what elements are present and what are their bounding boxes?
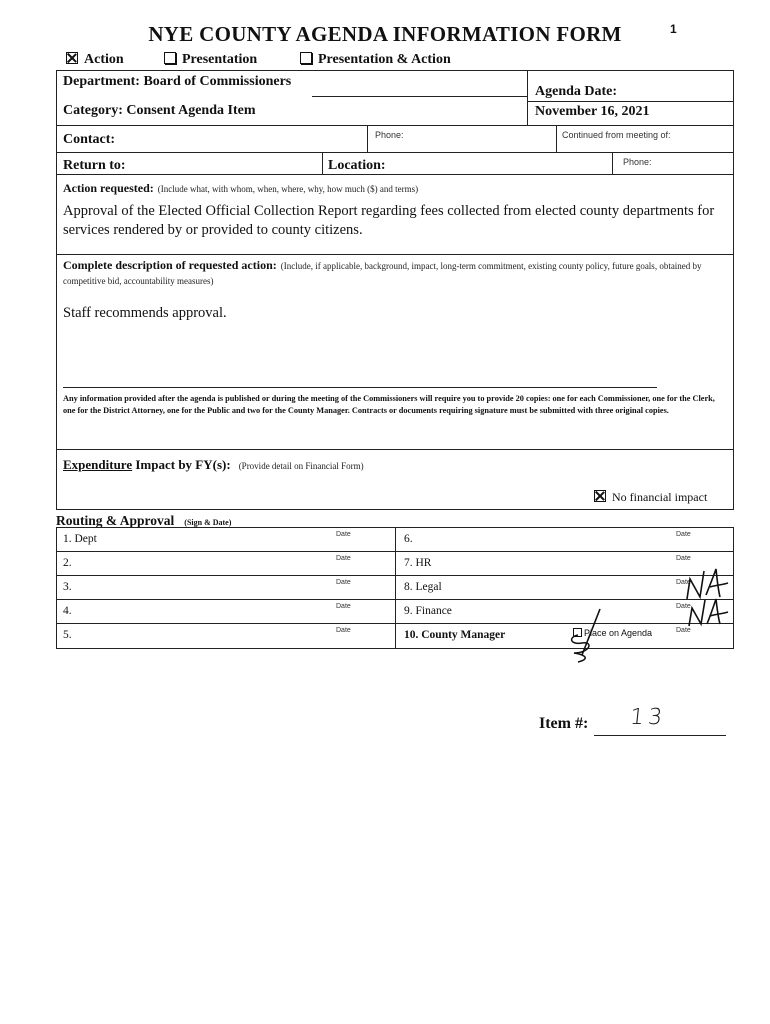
place-on-agenda-option[interactable]: Place on Agenda [573, 628, 652, 638]
phone-label-2: Phone: [623, 157, 652, 167]
route-3: 3. [63, 581, 72, 593]
finance-signature-na [686, 596, 732, 628]
continued-label: Continued from meeting of: [562, 130, 671, 140]
action-requested-label: Action requested: [63, 181, 154, 195]
date-label: Date [676, 603, 691, 610]
agenda-date-label: Agenda Date: [535, 84, 618, 99]
page-number: 1 [670, 22, 677, 36]
county-manager-signature [560, 605, 620, 665]
divider [56, 599, 734, 600]
date-label: Date [676, 531, 691, 538]
route-dept: 1. Dept [63, 533, 97, 545]
divider [63, 387, 657, 388]
route-6: 6. [404, 533, 413, 545]
date-label: Date [676, 555, 691, 562]
date-label: Date [336, 603, 351, 610]
description-hint: (Include, if applicable, background, impact, long-term commitment, existing county policy, future goals, obtained by competitive bid, accountability measures) [63, 261, 702, 286]
expenditure-hint: (Provide detail on Financial Form) [238, 461, 364, 471]
divider [56, 174, 734, 175]
action-checkbox-checked-icon[interactable] [66, 52, 78, 64]
route-4: 4. [63, 605, 72, 617]
contact-label: Contact: [63, 132, 116, 147]
presentation-action-checkbox-icon[interactable] [300, 52, 312, 64]
expenditure-header [63, 456, 364, 474]
item-number-label: Item #: [539, 715, 589, 732]
copies-notice: Any information provided after the agenda is published or during the meeting of the Commissioners will require you to provide 20 copies: one for each Commissioner, one for the Clerk, one for the District Attorney, one for the Public and two for the County Manager. Contracts or documents requiring signature must be submitted with three original copies. [63, 394, 715, 415]
phone-label: Phone: [375, 130, 404, 140]
divider [312, 96, 527, 97]
route-5: 5. [63, 629, 72, 641]
return-to-label: Return to: [63, 158, 126, 173]
date-label: Date [676, 627, 691, 634]
route-finance: 9. Finance [404, 605, 452, 617]
divider [322, 152, 323, 174]
route-county-manager: 10. County Manager [404, 629, 506, 641]
action-requested-header [63, 179, 418, 197]
divider [527, 70, 528, 126]
expenditure-label-rest: Impact by FY(s): [132, 457, 231, 472]
option-presentation-action[interactable]: Presentation & Action [300, 52, 451, 68]
divider [556, 125, 557, 152]
agenda-date-value: November 16, 2021 [535, 104, 650, 119]
action-requested-hint: (Include what, with whom, when, where, why, how much ($) and terms) [157, 184, 419, 194]
description-text: Staff recommends approval. [63, 305, 227, 321]
item-number-value: 13 [628, 705, 668, 730]
presentation-checkbox-icon[interactable] [164, 52, 176, 64]
option-presentation[interactable]: Presentation [164, 52, 257, 68]
date-label: Date [336, 555, 351, 562]
routing-title: Routing & Approval [56, 513, 175, 528]
divider [56, 623, 734, 624]
category-field: Category: Consent Agenda Item [63, 103, 256, 118]
divider [56, 575, 734, 576]
divider [395, 527, 396, 649]
description-header [63, 258, 727, 288]
route-2: 2. [63, 557, 72, 569]
route-legal: 8. Legal [404, 581, 442, 593]
divider [56, 551, 734, 552]
routing-subtitle: (Sign & Date) [184, 518, 232, 527]
date-label: Date [336, 579, 351, 586]
divider [612, 152, 613, 174]
divider [56, 125, 734, 126]
department-field: Department: Board of Commissioners [63, 74, 292, 89]
divider [56, 449, 734, 450]
date-label: Date [336, 531, 351, 538]
form-title: NYE COUNTY AGENDA INFORMATION FORM [148, 22, 622, 46]
item-number-line [594, 735, 726, 736]
no-financial-impact-option[interactable]: No financial impact [594, 490, 707, 505]
description-label: Complete description of requested action: [63, 258, 277, 272]
route-hr: 7. HR [404, 557, 432, 569]
divider [56, 152, 734, 153]
option-action[interactable]: Action [66, 52, 124, 68]
date-label: Date [336, 627, 351, 634]
no-financial-impact-checkbox-checked-icon[interactable] [594, 490, 606, 502]
divider [367, 125, 368, 152]
location-label: Location: [328, 158, 386, 173]
date-label: Date [676, 579, 691, 586]
divider [56, 254, 734, 255]
expenditure-label: Expenditure [63, 457, 133, 472]
action-requested-text: Approval of the Elected Official Collection Report regarding fees collected from elected county departments for services rendered by or provided to county citizens. [63, 203, 715, 238]
divider [527, 101, 734, 102]
